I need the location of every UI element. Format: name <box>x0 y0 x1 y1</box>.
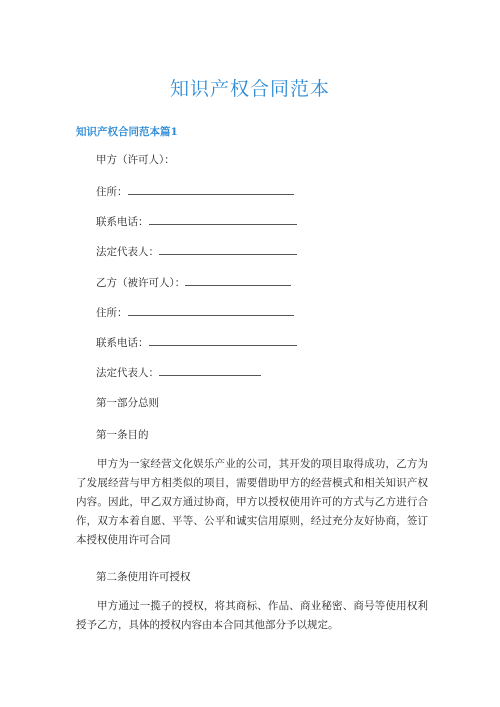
party-b-phone-label: 联系电话： <box>96 337 149 349</box>
part-one-text: 第一部分总则 <box>96 397 159 409</box>
party-a-rep-line <box>96 243 297 259</box>
party-a-address-line <box>96 183 294 199</box>
article-1-paragraph: 甲方为一家经营文化娱乐产业的公司，其开发的项目取得成功，乙方为了发展经营与甲方相类似的项目，需要借助甲方的经营模式和相关知识产权内容。因此，甲乙双方通过协商，甲方以授权使用许可的方式与乙方进行合作，双方本着自愿、平等、公平和诚实信用原则，经过充分友好协商，签订本授权使用许可合同 <box>76 458 428 546</box>
party-b-address-blank <box>128 304 294 316</box>
party-a-rep-blank <box>159 243 297 255</box>
page-title: 知识产权合同范本 <box>169 78 330 100</box>
party-b-line <box>96 274 291 290</box>
party-b-rep-line <box>96 364 261 380</box>
article-2-title <box>96 570 191 584</box>
article-1-title-text: 第一条目的 <box>96 429 149 441</box>
party-b-rep-blank <box>159 364 261 376</box>
party-a-label <box>96 153 175 167</box>
party-b-label: 乙方（被许可人）： <box>96 277 186 289</box>
party-b-rep-label: 法定代表人： <box>96 367 159 379</box>
party-b-blank <box>185 274 291 286</box>
party-b-phone-line <box>96 334 297 350</box>
party-a-phone-line <box>96 213 297 229</box>
article-2-paragraph: 甲方通过一揽子的授权，将其商标、作品、商业秘密、商号等使用权利授予乙方，具体的授权内容由本合同其他部分予以规定。 <box>76 600 428 631</box>
part-one-heading <box>96 396 159 410</box>
article-1-title <box>96 428 149 442</box>
party-a-rep-label: 法定代表人： <box>96 246 159 258</box>
party-b-phone-blank <box>149 334 297 346</box>
party-a-address-blank <box>128 183 294 195</box>
party-a-label-text: 甲方（许可人）： <box>96 154 175 166</box>
party-a-address-label: 住所： <box>96 186 128 198</box>
party-a-phone-label: 联系电话： <box>96 216 149 228</box>
article-2-title-text: 第二条使用许可授权 <box>96 571 191 583</box>
section-heading: 知识产权合同范本篇1 <box>76 126 178 138</box>
party-b-address-line <box>96 304 294 320</box>
party-b-address-label: 住所： <box>96 307 128 319</box>
party-a-phone-blank <box>149 213 297 225</box>
